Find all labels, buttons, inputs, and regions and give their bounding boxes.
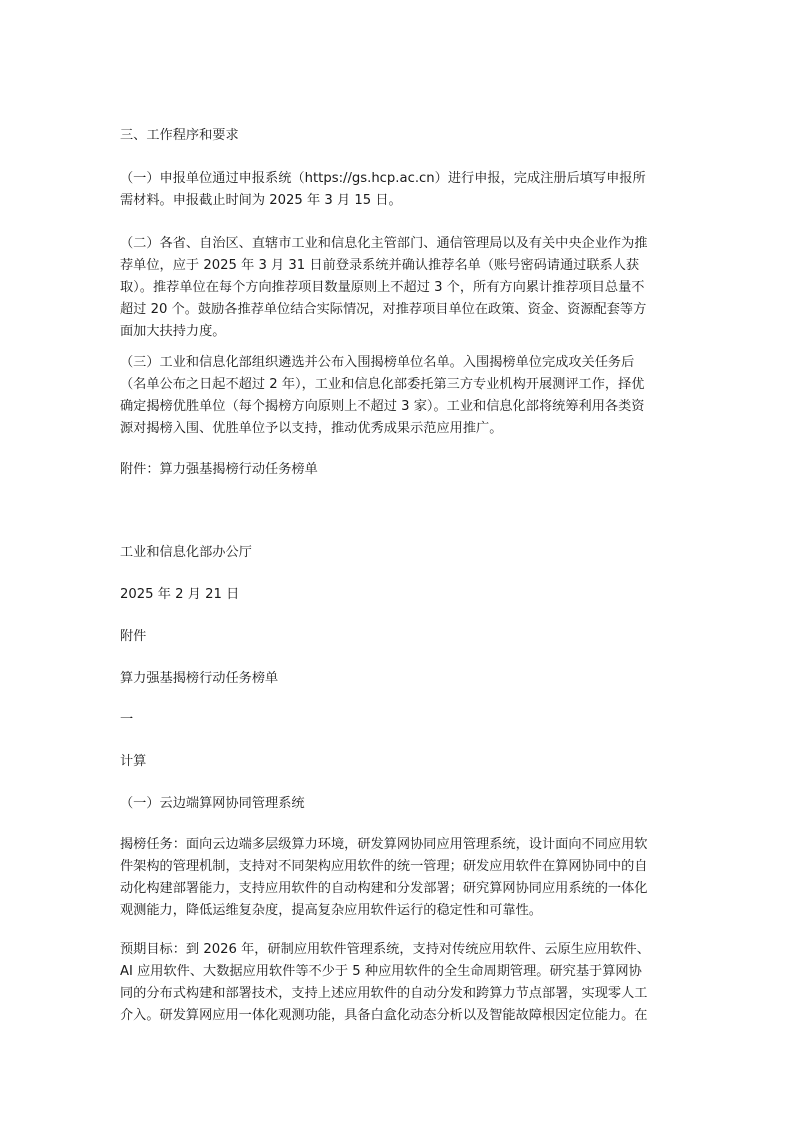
paragraph-two-line: 超过 20 个。鼓励各推荐单位结合实际情况，对推荐项目单位在政策、资金、资源配套等方	[120, 302, 647, 317]
task-paragraph-line: 揭榜任务：面向云边端多层级算力环境，研发算网协同应用管理系统，设计面向不同应用软	[120, 837, 648, 852]
issuer	[120, 542, 680, 564]
paragraph-three-line: 确定揭榜优胜单位（每个揭榜方向原则上不超过 3 家）。工业和信息化部将统筹利用各类资	[120, 399, 645, 414]
goal-paragraph-line: AI 应用软件、大数据应用软件等不少于 5 种应用软件的全生命周期管理。研究基于算网协	[120, 964, 642, 979]
list-title	[120, 668, 680, 690]
paragraph-one-line: （一）申报单位通过申报系统（https://gs.hcp.ac.cn）进行申报，完成注册后填写申报所	[120, 171, 646, 186]
chapter-title-text: 计算	[120, 754, 147, 769]
goal-paragraph	[120, 939, 680, 1027]
item-title-text: （一）云边端算网协同管理系统	[120, 796, 305, 811]
section-heading	[120, 125, 680, 147]
attachment-note-text: 附件：算力强基揭榜行动任务榜单	[120, 462, 318, 477]
paragraph-two-line: （二）各省、自治区、直辖市工业和信息化主管部门、通信管理局以及有关中央企业作为推	[120, 236, 648, 251]
paragraph-three	[120, 352, 680, 440]
chapter-number-text: 一	[120, 712, 134, 727]
chapter-title	[120, 751, 680, 773]
attachment-label-text: 附件	[120, 629, 147, 644]
paragraph-two-line: 取）。推荐单位在每个方向推荐项目数量原则上不超过 3 个，所有方向累计推荐项目总量不	[120, 280, 645, 295]
task-paragraph-line: 件架构的管理机制，支持对不同架构应用软件的统一管理；研发应用软件在算网协同中的自	[120, 859, 648, 874]
attachment-note	[120, 459, 680, 481]
paragraph-one	[120, 168, 680, 212]
paragraph-three-line: 源对揭榜入围、优胜单位予以支持，推动优秀成果示范应用推广。	[120, 421, 503, 436]
paragraph-two-line: 面加大扶持力度。	[120, 324, 226, 339]
task-paragraph-line: 动化构建部署能力，支持应用软件的自动构建和分发部署；研究算网协同应用系统的一体化	[120, 881, 648, 896]
section-heading-text: 三、工作程序和要求	[120, 128, 239, 143]
paragraph-two-line: 荐单位，应于 2025 年 3 月 31 日前登录系统并确认推荐名单（账号密码请通过联系人获	[120, 258, 640, 273]
task-paragraph	[120, 834, 680, 922]
task-paragraph-line: 观测能力，降低运维复杂度，提高复杂应用软件运行的稳定性和可靠性。	[120, 903, 542, 918]
paragraph-two	[120, 233, 680, 343]
goal-paragraph-line: 预期目标：到 2026 年，研制应用软件管理系统，支持对传统应用软件、云原生应用软件、	[120, 942, 650, 957]
goal-paragraph-line: 介入。研发算网应用一体化观测功能，具备白盒化动态分析以及智能故障根因定位能力。在	[120, 1008, 648, 1023]
goal-paragraph-line: 同的分布式构建和部署技术，支持上述应用软件的自动分发和跨算力节点部署，实现零人工	[120, 986, 648, 1001]
chapter-number	[120, 709, 680, 731]
list-title-text: 算力强基揭榜行动任务榜单	[120, 671, 279, 686]
issuer-text: 工业和信息化部办公厅	[120, 545, 252, 560]
issue-date	[120, 584, 680, 606]
paragraph-one-line: 需材料。申报截止时间为 2025 年 3 月 15 日。	[120, 193, 402, 208]
paragraph-three-line: （名单公布之日起不超过 2 年），工业和信息化部委托第三方专业机构开展测评工作，择优	[120, 377, 645, 392]
attachment-label	[120, 626, 680, 648]
paragraph-three-line: （三）工业和信息化部组织遴选并公布入围揭榜单位名单。入围揭榜单位完成攻关任务后	[120, 355, 635, 370]
item-title	[120, 793, 680, 815]
issue-date-text: 2025 年 2 月 21 日	[120, 587, 240, 602]
